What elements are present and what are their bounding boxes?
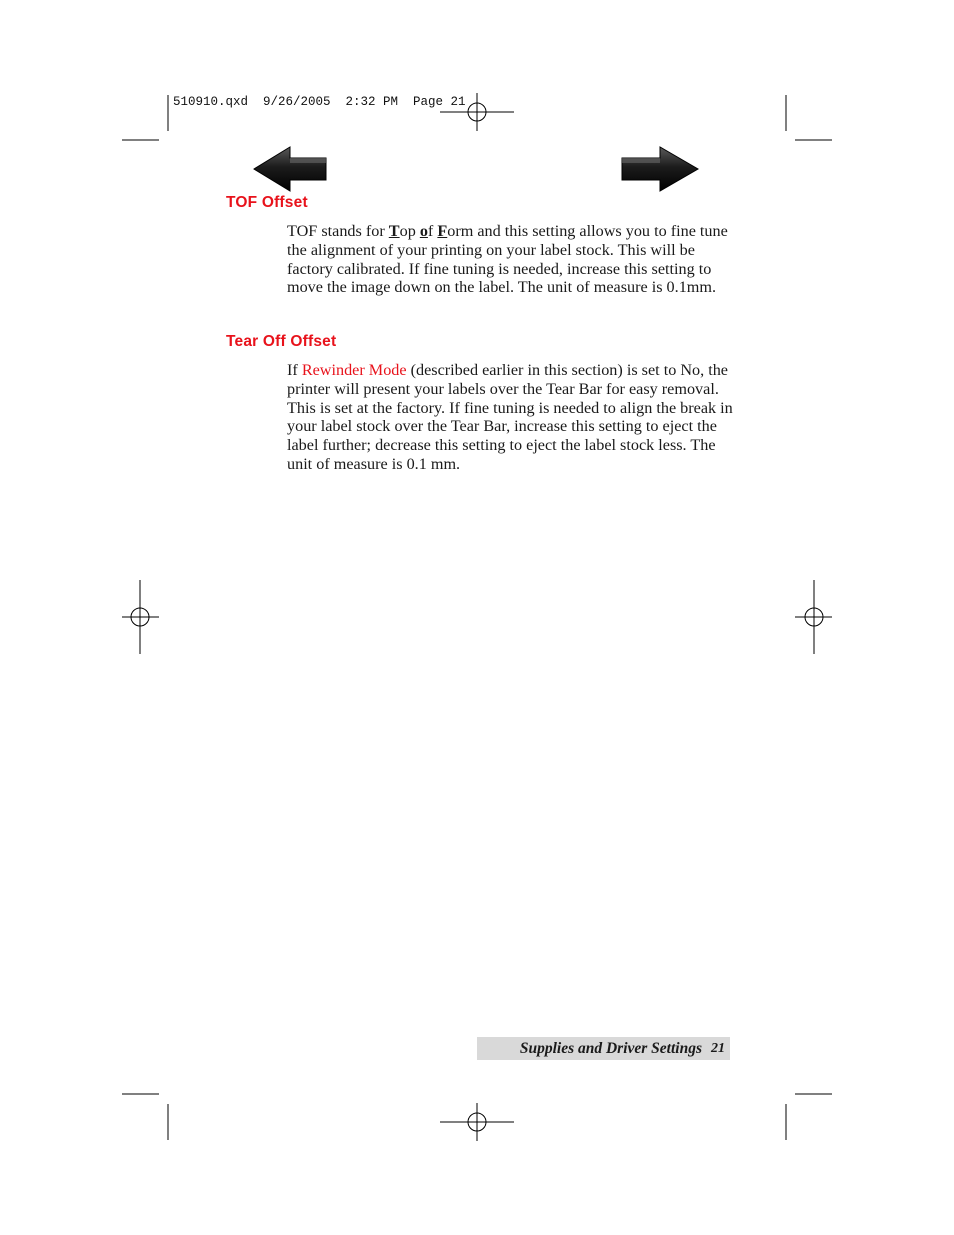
section-heading-tear-off-offset: Tear Off Offset (226, 333, 337, 350)
page-footer (477, 1037, 730, 1060)
next-page-button[interactable] (620, 145, 696, 193)
arrow-right-icon (620, 145, 700, 193)
emphasis-letter: o (419, 222, 428, 240)
text-run: (described earlier in this section) is set to No, the printer will present your labels over the Tear Bar for easy removal. This is set at the factory. If fine tuning is needed to align the break in your label stock over the Tear Bar, increase this setting to eject the label further; decrease this setting to eject the label stock less. The unit of measure is 0.1 mm. (287, 361, 733, 473)
text-run: TOF stands for (287, 222, 389, 240)
registration-mark-bottom (440, 1103, 514, 1141)
text-run: f (427, 222, 438, 240)
rewinder-mode-link[interactable]: Rewinder Mode (301, 361, 407, 379)
arrow-left-icon (252, 145, 328, 193)
text-run: If (287, 361, 302, 379)
registration-mark-left (122, 580, 159, 654)
text-run: orm and this setting allows you to fine tune the alignment of your printing on your label stock. This will be factory calibrated. If fine tuning is needed, increase this setting to move the image down on the label. The unit of measure is 0.1mm. (287, 222, 728, 297)
section-body-tear-off-offset (287, 361, 737, 474)
emphasis-letter: F (437, 222, 448, 240)
text-run: op (399, 222, 420, 240)
previous-page-button[interactable] (252, 145, 328, 193)
emphasis-letter: T (388, 222, 400, 240)
section-heading-tof-offset: TOF Offset (226, 194, 308, 211)
registration-mark-top (440, 93, 514, 131)
footer-page-number: 21 (711, 1040, 725, 1056)
registration-mark-right (795, 580, 832, 654)
section-body-tof-offset (287, 222, 737, 297)
print-slug: 510910.qxd 9/26/2005 2:32 PM Page 21 (173, 95, 466, 109)
footer-section-title: Supplies and Driver Settings (519, 1039, 702, 1057)
